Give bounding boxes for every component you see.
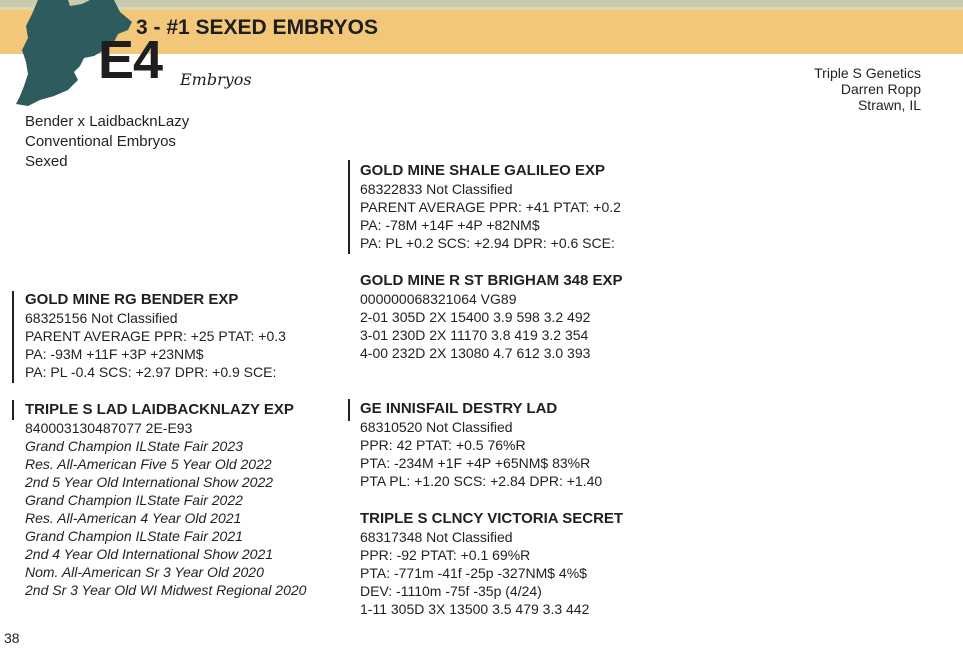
consignor-info [814, 65, 921, 113]
sire-sire-line: PA: -78M +14F +4P +82NM$ [360, 217, 540, 233]
lot-embryo-type: Conventional Embryos [25, 133, 176, 150]
dam-sire-block [360, 400, 602, 490]
page-number: 38 [4, 630, 20, 646]
bracket-dam [12, 400, 14, 420]
lot-script: Embryos [180, 70, 252, 89]
dam-award: 2nd Sr 3 Year Old WI Midwest Regional 2020 [25, 582, 307, 598]
sire-line: PA: PL -0.4 SCS: +2.97 DPR: +0.9 SCE: [25, 364, 277, 380]
sire-name: GOLD MINE RG BENDER EXP [25, 291, 239, 308]
bracket-sire-sire [348, 160, 350, 254]
sire-line: PA: -93M +11F +3P +23NM$ [25, 346, 204, 362]
consignor-farm: Triple S Genetics [814, 65, 921, 81]
sire-sire-line: PARENT AVERAGE PPR: +41 PTAT: +0.2 [360, 199, 621, 215]
lot-sexed: Sexed [25, 153, 68, 170]
dam-award: Res. All-American Five 5 Year Old 2022 [25, 456, 272, 472]
dam-name: TRIPLE S LAD LAIDBACKNLAZY EXP [25, 401, 294, 418]
consignor-location: Strawn, IL [857, 97, 921, 113]
dam-award: 2nd 5 Year Old International Show 2022 [25, 474, 274, 490]
sire-sire-line: 68322833 Not Classified [360, 181, 513, 197]
dam-award: 2nd 4 Year Old International Show 2021 [25, 546, 274, 562]
dam-award: Res. All-American 4 Year Old 2021 [25, 510, 242, 526]
bracket-sire [12, 291, 14, 383]
lot-mating: Bender x LaidbacknLazy [25, 113, 190, 130]
sire-sire-name: GOLD MINE SHALE GALILEO EXP [360, 162, 606, 179]
dam-dam-line: 1-11 305D 3X 13500 3.5 479 3.3 442 [360, 601, 590, 617]
dam-dam-line: PPR: -92 PTAT: +0.1 69%R [360, 547, 531, 563]
sire-dam-block [360, 272, 623, 362]
dam-dam-line: DEV: -1110m -75f -35p (4/24) [360, 583, 542, 599]
sire-sire-line: PA: PL +0.2 SCS: +2.94 DPR: +0.6 SCE: [360, 235, 615, 251]
sire-line: 68325156 Not Classified [25, 310, 178, 326]
top-strip [0, 0, 963, 10]
dam-award: Nom. All-American Sr 3 Year Old 2020 [25, 564, 264, 580]
dam-award: Grand Champion ILState Fair 2021 [25, 528, 243, 544]
lot-title: 3 - #1 SEXED EMBRYOS [136, 16, 378, 39]
dam-dam-line: 68317348 Not Classified [360, 529, 513, 545]
sire-dam-line: 4-00 232D 2X 13080 4.7 612 3.0 393 [360, 345, 591, 361]
sire-dam-line: 3-01 230D 2X 11170 3.8 419 3.2 354 [360, 327, 589, 343]
dam-dam-block [360, 510, 623, 618]
sire-dam-name: GOLD MINE R ST BRIGHAM 348 EXP [360, 272, 623, 289]
sire-sire-block [360, 162, 621, 252]
sire-block [25, 291, 286, 381]
dam-block [25, 401, 306, 599]
dam-award: Grand Champion ILState Fair 2022 [25, 492, 243, 508]
dam-sire-line: PTA PL: +1.20 SCS: +2.84 DPR: +1.40 [360, 473, 603, 489]
sire-line: PARENT AVERAGE PPR: +25 PTAT: +0.3 [25, 328, 286, 344]
dam-award: Grand Champion ILState Fair 2023 [25, 438, 243, 454]
dam-dam-name: TRIPLE S CLNCY VICTORIA SECRET [360, 510, 624, 527]
dam-sire-line: 68310520 Not Classified [360, 419, 513, 435]
dam-id-line: 840003130487077 2E-E93 [25, 420, 193, 436]
bracket-dam-sire [348, 399, 350, 421]
sire-dam-line: 2-01 305D 2X 15400 3.9 598 3.2 492 [360, 309, 591, 325]
lot-code: E4 [98, 30, 163, 90]
lot-description [25, 112, 189, 172]
dam-sire-name: GE INNISFAIL DESTRY LAD [360, 400, 558, 417]
consignor-person: Darren Ropp [840, 81, 921, 97]
dam-sire-line: PPR: 42 PTAT: +0.5 76%R [360, 437, 526, 453]
dam-sire-line: PTA: -234M +1F +4P +65NM$ 83%R [360, 455, 591, 471]
dam-dam-line: PTA: -771m -41f -25p -327NM$ 4%$ [360, 565, 587, 581]
sire-dam-line: 000000068321064 VG89 [360, 291, 517, 307]
